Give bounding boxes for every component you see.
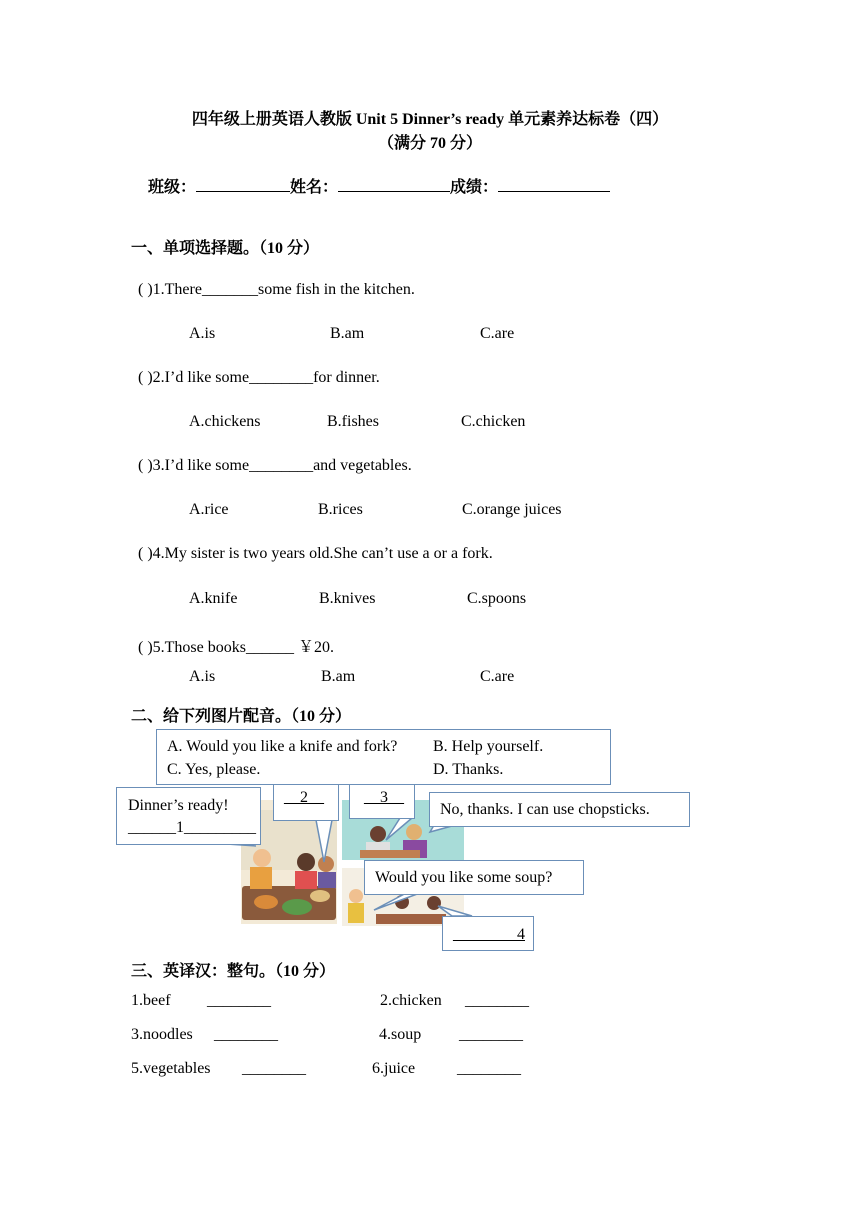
q1-option-b: B.am — [330, 325, 365, 342]
vocab-item-3: 3.noodles — [131, 1026, 193, 1043]
vocab-blank-6[interactable]: ________ — [457, 1060, 521, 1077]
vocab-blank-4[interactable]: ________ — [459, 1026, 523, 1043]
option-a: A. Would you like a knife and fork? — [167, 738, 398, 755]
section2-heading: 二、给下列图片配音。（10 分） — [131, 708, 352, 725]
q1-option-a: A.is — [189, 325, 216, 342]
vocab-blank-3[interactable]: ________ — [214, 1026, 278, 1043]
class-label: 班级： — [148, 179, 197, 196]
speech-bubble-soup — [364, 860, 584, 895]
page-subtitle: （满分 70 分） — [377, 135, 482, 152]
speech-bubble-2 — [273, 785, 339, 821]
speech-bubble-3 — [349, 785, 415, 819]
q3-option-b: B.rices — [318, 501, 363, 518]
speech-bubble-chopsticks — [429, 792, 690, 827]
chopsticks-text: No, thanks. I can use chopsticks. — [440, 801, 650, 818]
vocab-item-2: 2.chicken — [380, 992, 442, 1009]
vocab-blank-5[interactable]: ________ — [242, 1060, 306, 1077]
q1-option-c: C.are — [480, 325, 515, 342]
q3-option-c: C.orange juices — [462, 501, 562, 518]
question-5: ( )5.Those books______ ￥20. — [138, 639, 334, 656]
vocab-blank-1[interactable]: ________ — [207, 992, 271, 1009]
option-c: C. Yes, please. — [167, 761, 261, 778]
vocab-item-5: 5.vegetables — [131, 1060, 211, 1077]
bubble-1-blank[interactable]: ______1_________ — [128, 819, 256, 836]
speech-bubble-1 — [116, 787, 261, 845]
vocab-item-6: 6.juice — [372, 1060, 416, 1077]
q2-option-a: A.chickens — [189, 413, 261, 430]
q2-option-c: C.chicken — [461, 413, 526, 430]
vocab-blank-2[interactable]: ________ — [465, 992, 529, 1009]
score-label: 成绩： — [450, 179, 499, 196]
q5-option-a: A.is — [189, 668, 216, 685]
q2-option-b: B.fishes — [327, 413, 379, 430]
question-2: ( )2.I’d like some________for dinner. — [138, 369, 380, 386]
vocab-item-1: 1.beef — [131, 992, 171, 1009]
question-1: ( )1.There_______some fish in the kitchen. — [138, 281, 415, 298]
bubble-4-blank[interactable]: ________4 — [453, 926, 525, 943]
speech-bubble-4 — [442, 916, 534, 951]
q3-option-a: A.rice — [189, 501, 229, 518]
section3-heading: 三、英译汉：整句。（10 分） — [131, 963, 336, 980]
question-4: ( )4.My sister is two years old.She can’t use a or a fork. — [138, 545, 493, 562]
q4-option-c: C.spoons — [467, 590, 527, 607]
name-label: 姓名： — [290, 179, 339, 196]
question-3: ( )3.I’d like some________and vegetables. — [138, 457, 412, 474]
bubble-1-line1: Dinner’s ready! — [128, 797, 229, 814]
soup-text: Would you like some soup? — [375, 869, 553, 886]
bubble-3-blank[interactable]: __3__ — [364, 789, 404, 806]
q5-option-b: B.am — [321, 668, 356, 685]
q4-option-a: A.knife — [189, 590, 238, 607]
q4-option-b: B.knives — [319, 590, 376, 607]
dubbing-options-box — [156, 729, 611, 785]
bubble-2-blank[interactable]: __2__ — [284, 789, 324, 806]
section1-heading: 一、单项选择题。（10 分） — [131, 240, 320, 257]
page-title: 四年级上册英语人教版 Unit 5 Dinner’s ready 单元素养达标卷（四） — [191, 111, 669, 128]
option-b: B. Help yourself. — [433, 738, 544, 755]
option-d: D. Thanks. — [433, 761, 504, 778]
vocab-item-4: 4.soup — [379, 1026, 422, 1043]
q5-option-c: C.are — [480, 668, 515, 685]
